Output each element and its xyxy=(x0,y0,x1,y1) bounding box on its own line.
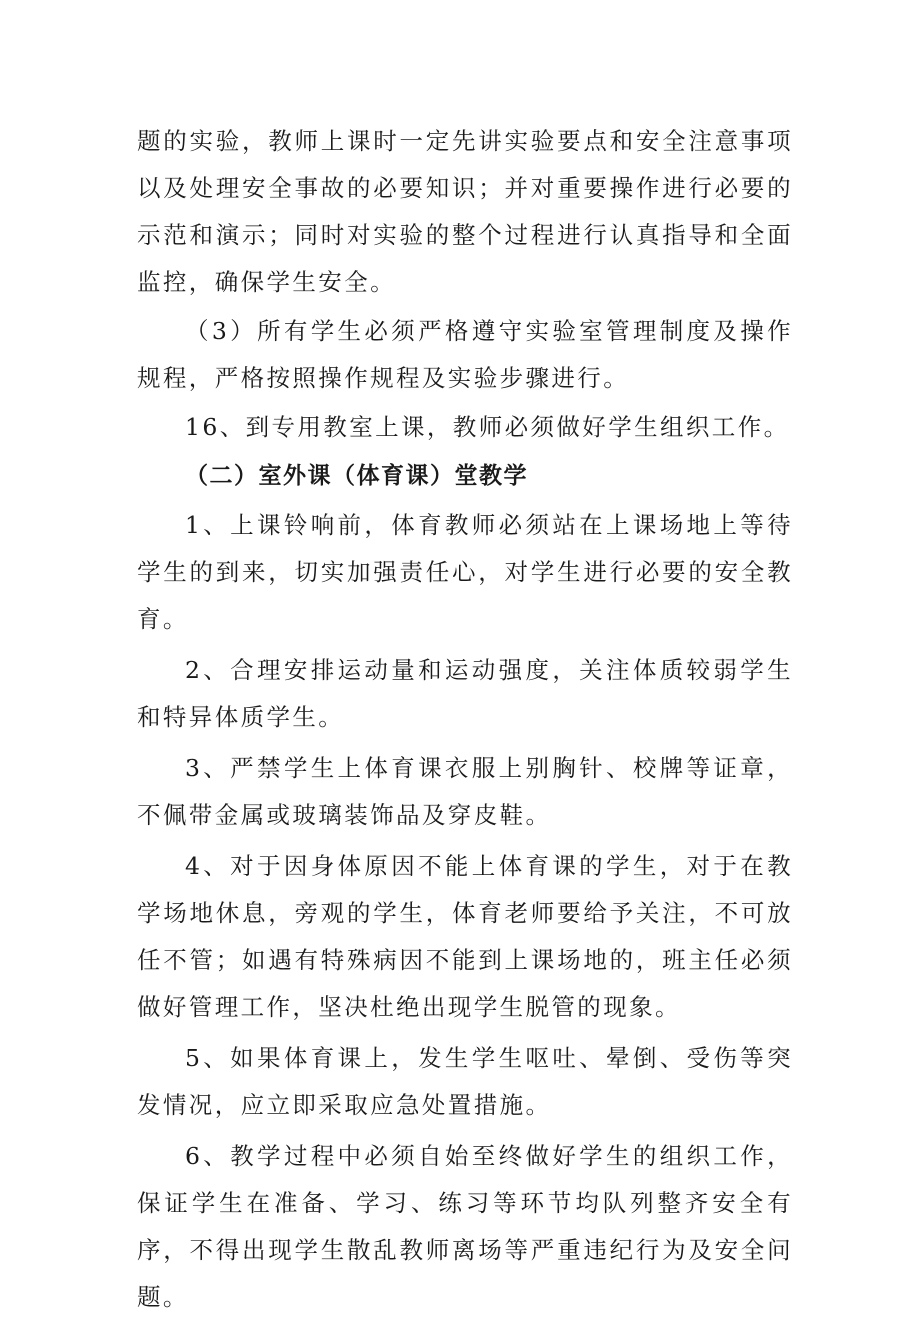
paragraph-lab-safety-continued: 题的实验，教师上课时一定先讲实验要点和安全注意事项以及处理安全事故的必要知识；并对重要操作进行必要的示范和演示；同时对实验的整个过程进行认真指导和全面监控，确保学生安全。 xyxy=(137,127,793,296)
document-body xyxy=(137,118,793,1321)
paragraph-item-6: 6、教学过程中必须自始至终做好学生的组织工作，保证学生在准备、学习、练习等环节均队列整齐安全有序，不得出现学生散乱教师离场等严重违纪行为及安全问题。 xyxy=(137,1142,793,1311)
paragraph-item-16: 16、到专用教室上课，教师必须做好学生组织工作。 xyxy=(185,413,790,441)
paragraph-item-5: 5、如果体育课上，发生学生呕吐、晕倒、受伤等突发情况，应立即采取应急处置措施。 xyxy=(137,1044,793,1119)
paragraph-item-1: 1、上课铃响前，体育教师必须站在上课场地上等待学生的到来，切实加强责任心，对学生进行必要的安全教育。 xyxy=(137,511,793,633)
paragraph-item-3: 3、严禁学生上体育课衣服上别胸针、校牌等证章，不佩带金属或玻璃装饰品及穿皮鞋。 xyxy=(137,754,793,829)
paragraph-item-2: 2、合理安排运动量和运动强度，关注体质较弱学生和特异体质学生。 xyxy=(137,656,793,731)
paragraph-student-compliance: （3）所有学生必须严格遵守实验室管理制度及操作规程，严格按照操作规程及实验步骤进行。 xyxy=(137,317,793,392)
section-heading-outdoor-class: （二）室外课（体育课）堂教学 xyxy=(185,463,528,489)
paragraph-item-4: 4、对于因身体原因不能上体育课的学生，对于在教学场地休息，旁观的学生，体育老师要给予关注，不可放任不管；如遇有特殊病因不能到上课场地的，班主任必须做好管理工作，坚决杜绝出现学生脱管的现象。 xyxy=(137,852,793,1021)
